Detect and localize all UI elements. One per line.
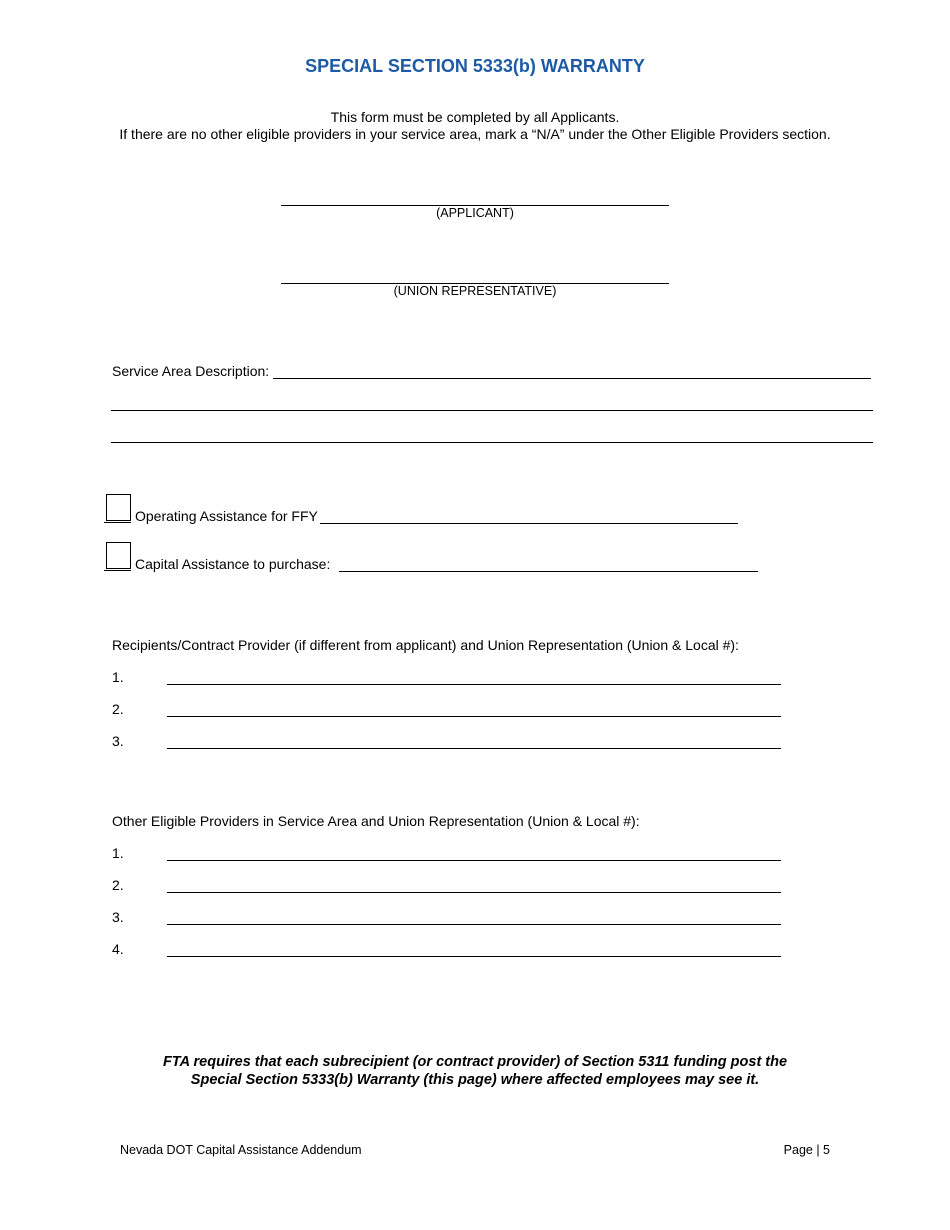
applicant-caption: (APPLICANT) [436,206,514,220]
service-area-label: Service Area Description: [112,363,270,379]
recipients-heading: Recipients/Contract Provider (if different from applicant) and Union Representation (Union & Local #): [112,637,739,653]
union-caption: (UNION REPRESENTATIVE) [393,284,557,298]
footer-document-title: Nevada DOT Capital Assistance Addendum [120,1143,362,1157]
operating-assistance-label: Operating Assistance for FFY [135,508,318,524]
capital-assistance-line[interactable] [339,570,758,572]
provider-number: 1. [112,845,124,861]
provider-number: 2. [112,877,124,893]
provider-line[interactable] [167,955,781,957]
footer-page-number: Page | 5 [783,1143,830,1157]
service-area-line-3[interactable] [111,441,873,443]
service-area-line-1[interactable] [273,377,871,379]
other-providers-heading: Other Eligible Providers in Service Area and Union Representation (Union & Local #): [112,813,640,829]
provider-line[interactable] [167,923,781,925]
recipient-line[interactable] [167,715,781,717]
provider-line[interactable] [167,891,781,893]
provider-number: 3. [112,909,124,925]
capital-assistance-label: Capital Assistance to purchase: [135,556,331,572]
provider-line[interactable] [167,859,781,861]
provider-number: 4. [112,941,124,957]
recipient-line[interactable] [167,683,781,685]
recipient-number: 1. [112,669,124,685]
capital-assistance-checkbox[interactable] [106,542,131,569]
posting-notice-line-1: FTA requires that each subrecipient (or contract provider) of Section 5311 funding post the [162,1054,788,1070]
page-title: SPECIAL SECTION 5333(b) WARRANTY [305,56,645,76]
service-area-line-2[interactable] [111,409,873,411]
recipient-number: 3. [112,733,124,749]
posting-notice-line-2: Special Section 5333(b) Warranty (this page) where affected employees may see it. [190,1072,760,1088]
recipient-line[interactable] [167,747,781,749]
operating-assistance-checkbox[interactable] [106,494,131,521]
operating-assistance-line[interactable] [320,522,738,524]
recipient-number: 2. [112,701,124,717]
posting-notice [0,1053,950,1089]
intro-line-1: This form must be completed by all Applicants. [330,109,620,125]
intro-line-2: If there are no other eligible providers in your service area, mark a “N/A” under the Other Eligible Providers section. [119,126,831,142]
